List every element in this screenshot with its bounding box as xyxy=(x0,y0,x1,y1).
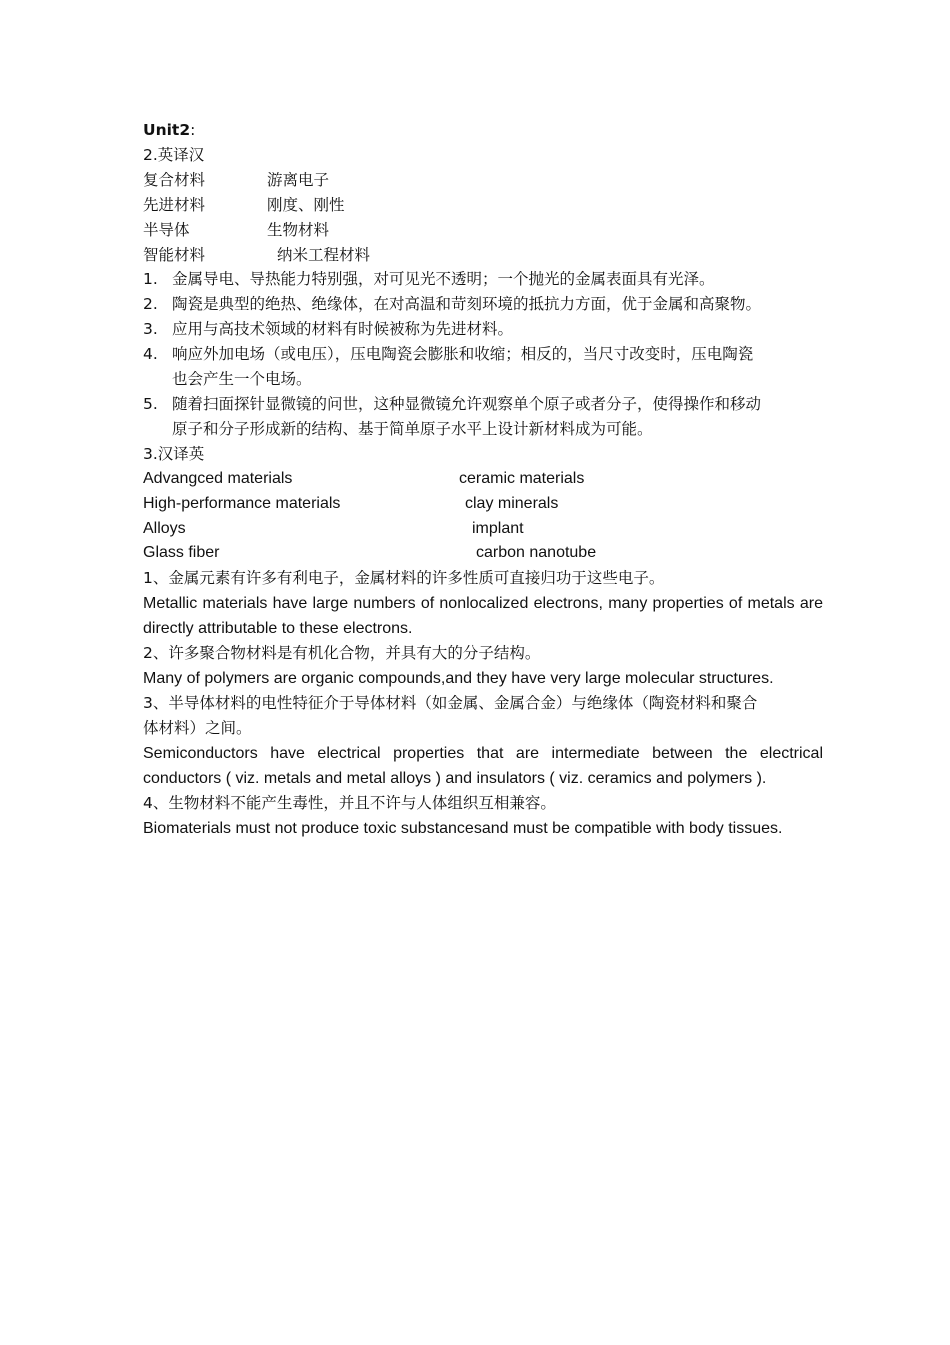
document-page xyxy=(143,118,823,841)
vocab-row: 半导体 生物材料 xyxy=(143,220,330,239)
sentence-zh: 3、半导体材料的电性特征介于导体材料（如金属、金属合金）与绝缘体（陶瓷材料和聚合体材料）之间。 xyxy=(143,694,758,738)
vocab-row: 智能材料 纳米工程材料 xyxy=(143,245,371,264)
sentence-zh: 4、生物材料不能产生毒性，并且不许与人体组织互相兼容。 xyxy=(143,793,556,812)
sentence-en: Semiconductors have electrical properties that are intermediate between the electrical conductors ( viz. metals and metal alloys ) and insulators ( viz. ceramics and polymers ). xyxy=(143,744,823,787)
vocab-row: Alloys implant xyxy=(143,519,524,537)
list-item: 4. 响应外加电场（或电压），压电陶瓷会膨胀和收缩；相反的，当尺寸改变时，压电陶瓷也会产生一个电场。 xyxy=(143,345,754,389)
vocab-row: Glass fiber carbon nanotube xyxy=(143,544,597,562)
sentence-en: Many of polymers are organic compounds,and they have very large molecular structures. xyxy=(143,670,774,688)
vocab-row: 先进材料 刚度、刚性 xyxy=(143,195,345,214)
section3-heading: 3.汉译英 xyxy=(143,444,205,463)
sentence-zh: 1、金属元素有许多有利电子，金属材料的许多性质可直接归功于这些电子。 xyxy=(143,569,665,588)
sentence-zh: 2、许多聚合物材料是有机化合物，并具有大的分子结构。 xyxy=(143,644,541,663)
vocab-row: 复合材料 游离电子 xyxy=(143,170,330,189)
vocab-row: Advangced materials ceramic materials xyxy=(143,469,585,487)
translation-list xyxy=(143,267,768,441)
list-item: 1. 金属导电、导热能力特别强，对可见光不透明；一个抛光的金属表面具有光泽。 xyxy=(143,270,715,289)
sentence-en: Metallic materials have large numbers of nonlocalized electrons, many properties of metals are directly attributable to these electrons. xyxy=(143,595,823,638)
list-item: 5. 随着扫面探针显微镜的问世，这种显微镜允许观察单个原子或者分子，使得操作和移动原子和分子形成新的结构、基于简单原子水平上设计新材料成为可能。 xyxy=(143,394,762,438)
vocab-row: High-performance materials clay minerals xyxy=(143,494,559,512)
list-item: 3. 应用与高技术领域的材料有时候被称为先进材料。 xyxy=(143,320,514,339)
list-item: 2. 陶瓷是典型的绝热、绝缘体，在对高温和苛刻环境的抵抗力方面，优于金属和高聚物。 xyxy=(143,295,762,314)
unit-title: Unit2: xyxy=(143,121,196,139)
section2-heading: 2.英译汉 xyxy=(143,145,205,164)
sentence-en: Biomaterials must not produce toxic substancesand must be compatible with body tissues. xyxy=(143,819,783,837)
